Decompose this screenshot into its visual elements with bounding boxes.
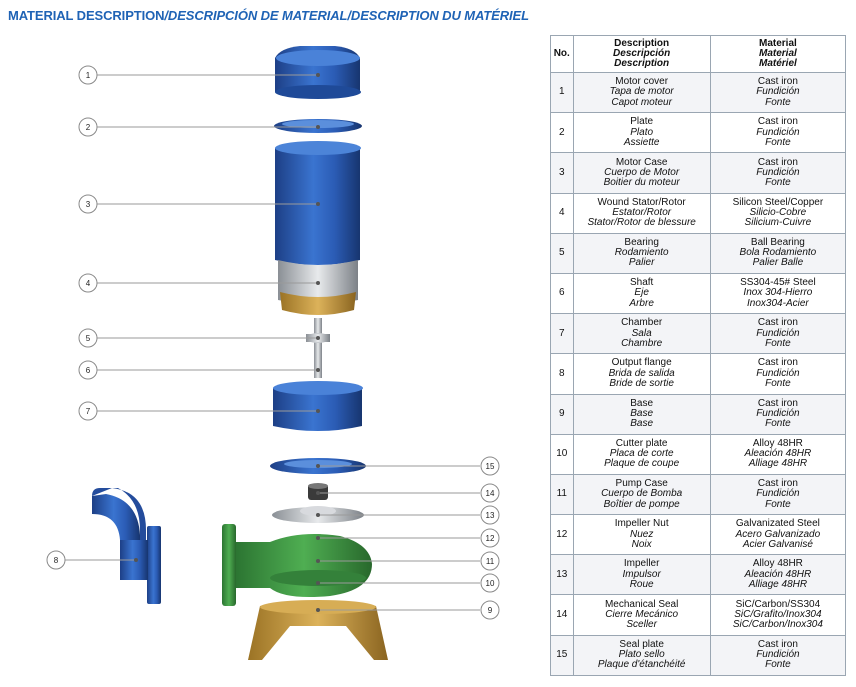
row-description: Output flange Brida de salida Bride de sortie [573,354,710,394]
row-number: 13 [551,555,574,595]
row-material: Cast iron Fundición Fonte [710,314,845,354]
header-material: Material Material Matériel [710,36,845,73]
row-material: Cast iron Fundición Fonte [710,73,845,113]
svg-text:7: 7 [85,407,91,416]
row-number: 12 [551,515,574,555]
row-number: 11 [551,474,574,514]
row-material: SS304-45# Steel Inox 304-Hierro Inox304-Acier [710,273,845,313]
row-number: 5 [551,233,574,273]
title-en: MATERIAL DESCRIPTION [8,8,165,23]
svg-text:9: 9 [487,606,493,615]
row-number: 6 [551,273,574,313]
row-description: Base Base Base [573,394,710,434]
part-output-flange [92,488,161,604]
callout-14 [481,484,499,502]
row-number: 15 [551,635,574,675]
table-row [551,153,846,193]
svg-text:4: 4 [85,279,91,288]
row-material: Cast iron Fundición Fonte [710,635,845,675]
row-description: Wound Stator/Rotor Estator/Rotor Stator/Rotor de blessure [573,193,710,233]
row-material: Cast iron Fundición Fonte [710,153,845,193]
svg-text:15: 15 [485,462,495,471]
row-material: Alloy 48HR Aleación 48HR Alliage 48HR [710,434,845,474]
row-number: 8 [551,354,574,394]
title-es: /DESCRIPCIÓN DE MATERIAL [164,8,348,23]
table-row [551,474,846,514]
row-material: Alloy 48HR Aleación 48HR Alliage 48HR [710,555,845,595]
callout-13 [481,506,499,524]
header-description: Description Descripción Description [573,36,710,73]
callout-5 [79,329,97,347]
title-fr: /DESCRIPTION DU MATÉRIEL [347,8,529,23]
callout-8 [47,551,65,569]
table-row [551,555,846,595]
part-chamber [273,381,363,431]
row-description: Pump Case Cuerpo de Bomba Boîtier de pompe [573,474,710,514]
page-title [8,8,529,23]
part-stator-rotor [278,260,358,315]
row-description: Motor Case Cuerpo de Motor Boitier du moteur [573,153,710,193]
table-row [551,515,846,555]
callout-12 [481,529,499,547]
row-number: 3 [551,153,574,193]
row-number: 1 [551,73,574,113]
row-material: Ball Bearing Bola Rodamiento Palier Balle [710,233,845,273]
svg-text:13: 13 [485,511,495,520]
callout-9 [481,601,499,619]
callout-1 [79,66,97,84]
svg-text:5: 5 [85,334,91,343]
row-description: Seal plate Plato sello Plaque d'étanchéité [573,635,710,675]
row-number: 10 [551,434,574,474]
svg-text:6: 6 [85,366,91,375]
svg-text:2: 2 [85,123,91,132]
row-description: Chamber Sala Chambre [573,314,710,354]
row-description: Plate Plato Assiette [573,113,710,153]
callout-15 [481,457,499,475]
table-row [551,273,846,313]
callout-7 [79,402,97,420]
callout-6 [79,361,97,379]
svg-text:14: 14 [485,489,495,498]
row-number: 14 [551,595,574,635]
table-row [551,113,846,153]
row-description: Impeller Nut Nuez Noix [573,515,710,555]
table-row [551,193,846,233]
row-material: Cast iron Fundición Fonte [710,474,845,514]
svg-text:8: 8 [53,556,59,565]
svg-text:10: 10 [485,579,495,588]
row-description: Bearing Rodamiento Palier [573,233,710,273]
row-material: Cast iron Fundición Fonte [710,113,845,153]
row-description: Mechanical Seal Cierre Mecánico Sceller [573,595,710,635]
table-row [551,434,846,474]
row-material: SiC/Carbon/SS304 SiC/Grafito/Inox304 SiC/Carbon/Inox304 [710,595,845,635]
table-row [551,595,846,635]
row-material: Galvanizated Steel Acero Galvanizado Acier Galvanisé [710,515,845,555]
callout-4 [79,274,97,292]
svg-text:3: 3 [85,200,91,209]
row-description: Shaft Eje Arbre [573,273,710,313]
header-no: No. [551,36,574,73]
row-number: 2 [551,113,574,153]
row-material: Cast iron Fundición Fonte [710,394,845,434]
svg-text:12: 12 [485,534,495,543]
callout-3 [79,195,97,213]
part-pump-case [222,524,372,606]
table-header [551,36,846,73]
table-row [551,233,846,273]
material-table [550,35,846,676]
row-description: Motor cover Tapa de motor Capot moteur [573,73,710,113]
table-row [551,354,846,394]
part-motor-cover [275,46,361,99]
row-description: Cutter plate Placa de corte Plaque de coupe [573,434,710,474]
row-description: Impeller Impulsor Roue [573,555,710,595]
exploded-pump-diagram [0,30,545,687]
callout-2 [79,118,97,136]
table-row [551,314,846,354]
callout-10 [481,574,499,592]
svg-text:1: 1 [85,71,91,80]
row-number: 9 [551,394,574,434]
row-number: 4 [551,193,574,233]
table-row [551,635,846,675]
svg-text:11: 11 [485,557,495,566]
row-material: Silicon Steel/Copper Silicio-Cobre Silicium-Cuivre [710,193,845,233]
row-material: Cast iron Fundición Fonte [710,354,845,394]
table-row [551,394,846,434]
callout-11 [481,552,499,570]
row-number: 7 [551,314,574,354]
table-row [551,73,846,113]
